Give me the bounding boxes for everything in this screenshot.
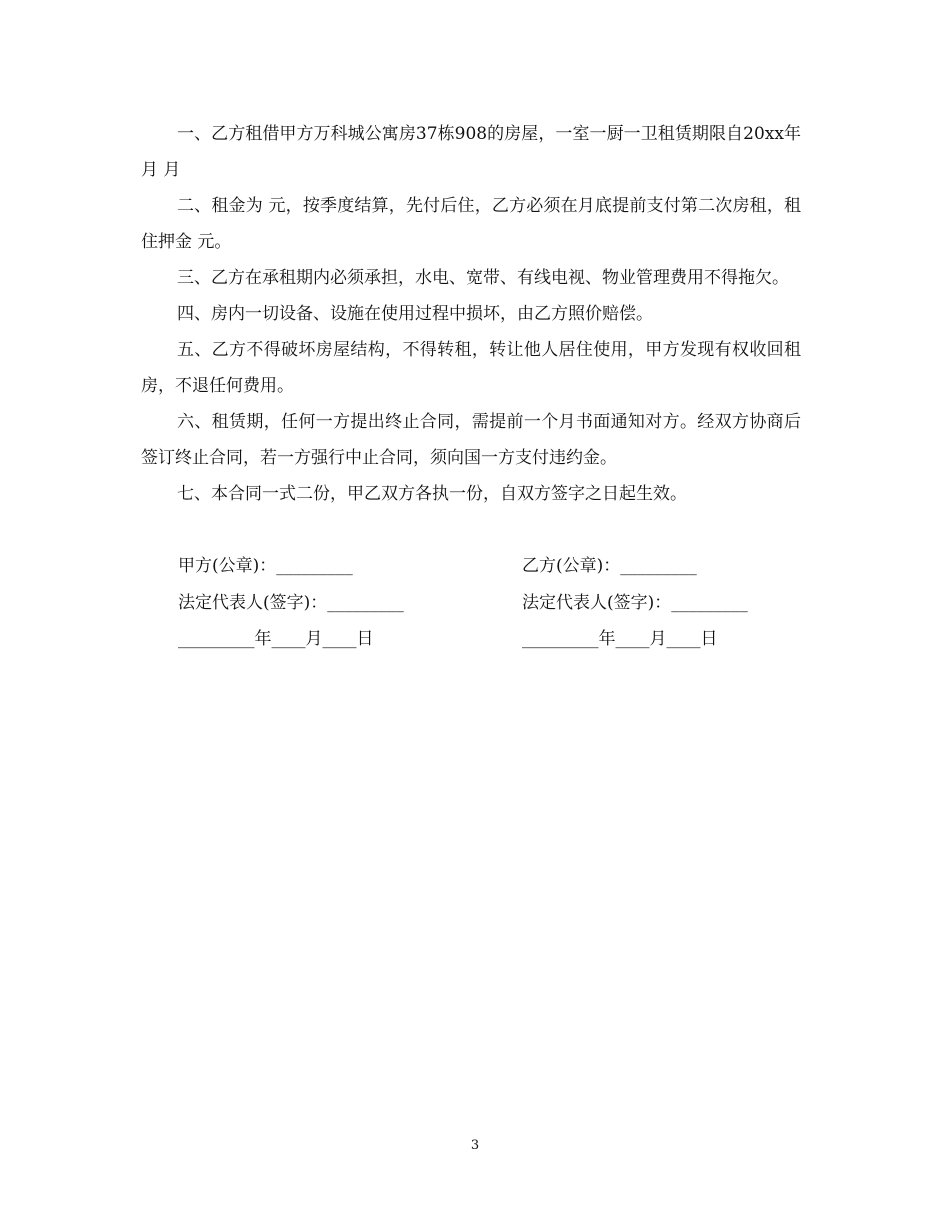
signature-row-date bbox=[0, 621, 950, 657]
page-number: 3 bbox=[470, 1138, 480, 1153]
party-a-representative-line: 法定代表人(签字)：_________ bbox=[178, 593, 404, 613]
clause-7: 七、本合同一式二份，甲乙双方各执一份，自双方签字之日起生效。 bbox=[177, 484, 687, 504]
party-a-seal-line: 甲方(公章)：_________ bbox=[178, 556, 353, 576]
clause-2: 二、租金为 元，按季度结算，先付后住，乙方必须在月底提前支付第二次房租，租住押金 元。 bbox=[141, 196, 801, 252]
clause-1: 一、乙方租借甲方万科城公寓房37栋908的房屋，一室一厨一卫租赁期限自20xx年月 月 bbox=[141, 124, 801, 180]
party-b-representative-line: 法定代表人(签字)：_________ bbox=[522, 593, 748, 613]
party-b-date-line: _________年____月____日 bbox=[522, 629, 718, 649]
clause-3: 三、乙方在承租期内必须承担，水电、宽带、有线电视、物业管理费用不得拖欠。 bbox=[177, 268, 789, 288]
clause-4: 四、房内一切设备、设施在使用过程中损坏，由乙方照价赔偿。 bbox=[177, 304, 653, 324]
party-b-seal-line: 乙方(公章)：_________ bbox=[522, 556, 697, 576]
clause-6: 六、租赁期，任何一方提出终止合同，需提前一个月书面通知对方。经双方协商后签订终止合同，若一方强行中止合同，须向国一方支付违约金。 bbox=[141, 412, 801, 468]
party-a-date-line: _________年____月____日 bbox=[178, 629, 374, 649]
contract-body bbox=[141, 116, 801, 512]
signature-row-seal bbox=[0, 548, 950, 584]
signature-row-representative bbox=[0, 585, 950, 621]
clause-5: 五、乙方不得破坏房屋结构，不得转租，转让他人居住使用，甲方发现有权收回租房，不退任何费用。 bbox=[141, 340, 801, 396]
